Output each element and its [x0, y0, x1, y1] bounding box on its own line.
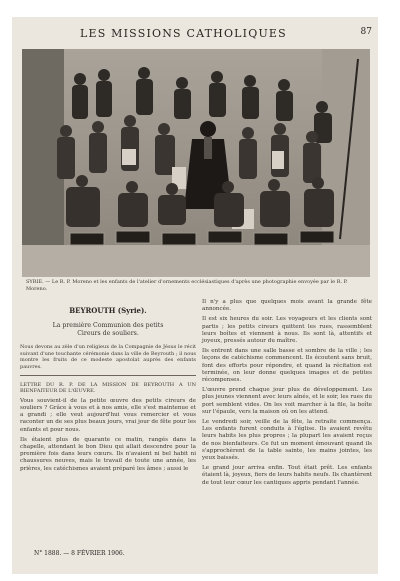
subtitle-line-2: Cireurs de souliers. — [77, 330, 139, 338]
page-number: 87 — [360, 27, 372, 37]
issue-footer: N° 1888. — 8 FÉVRIER 1906. — [34, 550, 125, 557]
photo-caption: SYRIE. — Le R. P. Moreno et les enfants de l'atelier d'ornements ecclésiastiques d'après une photographie envoyée par le R. P. Moreno. — [26, 279, 348, 292]
journal-title: LES MISSIONS CATHOLIQUES — [80, 27, 287, 40]
group-photograph — [22, 49, 370, 277]
paragraph: Ils étaient plus de quarante ce matin, rangés dans la chapelle, attendant le bon Dieu qui allait descendre pour la première fois dans leurs cœurs. Ils n'avaient ni bel habit ni chaussures neuves, mais le travail de toute une année, les prières, les catéchismes avaient préparé les âmes ; aussi le — [20, 436, 196, 472]
subtitle — [20, 322, 196, 338]
paragraph: Ils entrent dans une salle basse et sombre de la ville ; les leçons de catéchisme commencent. Ils écoutent sans bruit, font des efforts pour répondre, et quand la récitation est terminée, on leur donne quelques images et de petites récompenses. — [202, 348, 372, 384]
paragraph: Le grand jour arriva enfin. Tout était prêt. Les enfants étaient là, joyeux, fiers de leurs habits neufs. Ils chantèrent de tout leur cœur les cantiques appris pendant l'année. — [202, 465, 372, 486]
photograph-drawing — [22, 49, 370, 277]
paragraph: Il n'y a plus que quelques mois avant la grande fête annoncée. — [202, 299, 372, 313]
intro-paragraph: Nous devons au zèle d'un religieux de la Compagnie de Jésus le récit suivant d'une touchante cérémonie dans la ville de Beyrouth ; il nous montre les fruits de ce modeste apostolat auprès des enfants pauvres. — [20, 344, 196, 370]
divider — [20, 375, 196, 376]
paragraph: Vous souvient-il de la petite œuvre des petits cireurs de souliers ? Grâce à vous et à nos amis, elle s'est maintenue et a grandi ; elle veut aujourd'hui vous remercier et vous raconter un de ses plus beaux jours, vrai jour de fête pour les enfants et pour nous. — [20, 397, 196, 433]
paragraph: L'œuvre prend chaque jour plus de développement. Les plus jeunes viennent avec leurs aînés, et le soir, les rues du port semblent vides. On les voit marcher à la file, la boîte sur l'épaule, vers la maison où on les attend. — [202, 387, 372, 415]
page — [12, 17, 378, 574]
left-column — [20, 299, 196, 476]
right-column — [202, 299, 372, 490]
paragraph: Le vendredi soir, veille de la fête, la retraite commença. Les enfants furent conduits à l'église. Ils avaient revêtu leurs habits les plus propres ; la plupart les avaient reçus de nos bienfaiteurs. Ce fut un moment émouvant quand ils s'approchèrent de la table sainte, les mains jointes, les yeux baissés. — [202, 419, 372, 462]
running-header — [12, 27, 378, 41]
subtitle-line-1: La première Communion des petits — [52, 322, 164, 330]
paragraph: Il est six heures du soir. Les voyageurs et les clients sont partis ; les petits cireurs quittent les rues, rassemblent leurs boîtes et viennent à nous. Ils sont là, attentifs et joyeux, pressés autour du maître. — [202, 316, 372, 345]
section-title: BEYROUTH (Syrie). — [69, 306, 147, 315]
letter-heading: LETTRE DU R. P. DE LA MISSION DE BEYROUTH A UN BIENFAITEUR DE L'ŒUVRE. — [20, 381, 196, 395]
